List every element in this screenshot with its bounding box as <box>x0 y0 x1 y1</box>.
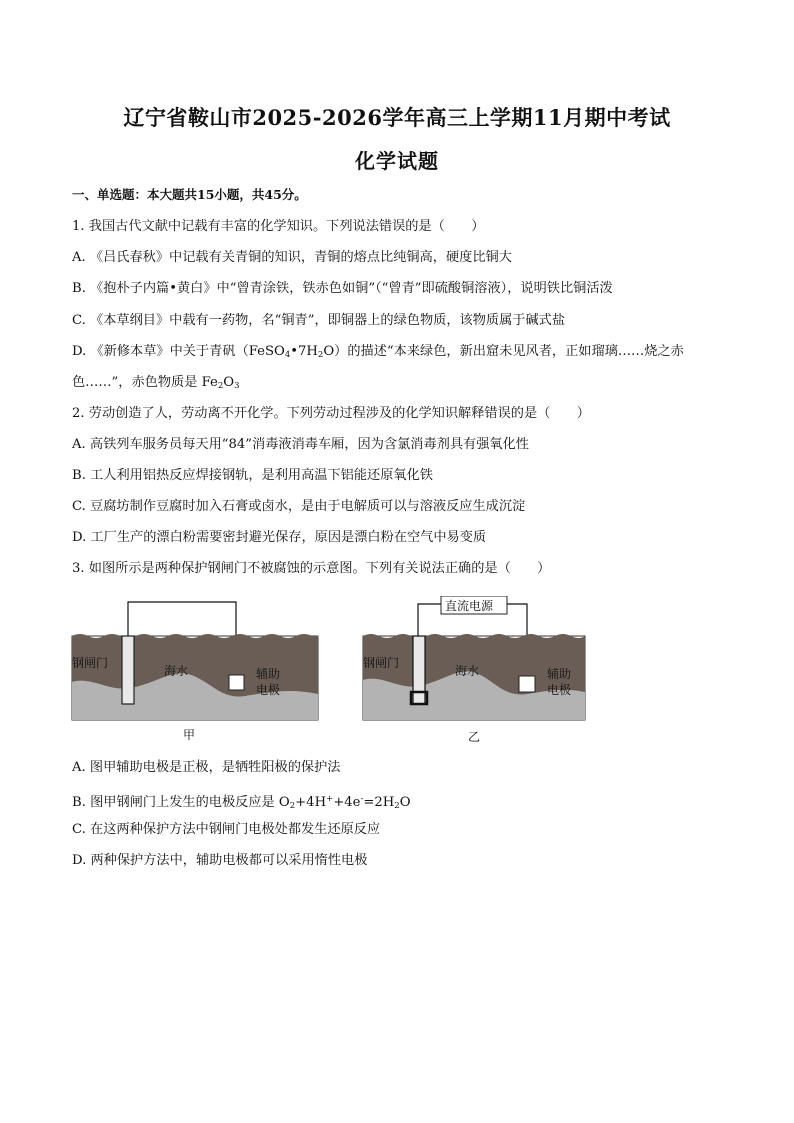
steel-gate <box>122 636 134 704</box>
q1-d-text-4: 色……”，赤色物质是 Fe <box>72 375 218 390</box>
label-gate: 钢闸门 <box>72 656 109 670</box>
q2-option-d: D. 工厂生产的漂白粉需要密封避光保存，原因是漂白粉在空气中易变质 <box>72 530 487 545</box>
q3-b-text-2: +4H <box>295 795 327 810</box>
subscript: 3 <box>234 381 240 391</box>
subscript: 4 <box>284 350 291 360</box>
q1-option-b: B. 《抱朴子内篇•黄白》中“曾青涂铁，铁赤色如铜”（“曾青”即硫酸铜溶液），说明铁比铜活泼 <box>72 281 613 296</box>
label-seawater: 海水 <box>164 664 189 678</box>
page-title: 辽宁省鞍山市2025-2026学年高三上学期11月期中考试 <box>123 105 671 130</box>
subscript: 2 <box>394 801 400 811</box>
subscript: 2 <box>217 381 224 391</box>
q1-d-text-2: •7H <box>290 344 318 359</box>
q2-option-a: A. 高铁列车服务员每天用“84”消毒液消毒车厢，因为含氯消毒剂具有强氧化性 <box>72 437 529 452</box>
q2-stem: 2. 劳动创造了人，劳动离不开化学。下列劳动过程涉及的化学知识解释错误的是（ ） <box>72 406 590 421</box>
q3-b-text-3: +4e <box>333 795 361 810</box>
label-power: 直流电源 <box>445 599 494 613</box>
wire-left <box>418 604 441 636</box>
superscript: - <box>360 794 364 804</box>
label-seawater: 海水 <box>455 664 480 678</box>
q1-d-text-5: O <box>223 375 235 390</box>
q3-stem: 3. 如图所示是两种保护钢闸门不被腐蚀的示意图。下列有关说法正确的是（ ） <box>72 561 551 576</box>
superscript: + <box>326 794 334 804</box>
q2-option-c: C. 豆腐坊制作豆腐时加入石膏或卤水，是由于电解质可以与溶液反应生成沉淀 <box>72 499 526 514</box>
q1-d-text-3: O）的描述“本来绿色，新出窟未见风者，正如瑠璃……烧之赤 <box>323 344 684 359</box>
diagram-yi <box>361 596 591 746</box>
q3-b-text-4: =2H <box>363 795 395 810</box>
page-subtitle: 化学试题 <box>355 149 439 173</box>
diagram-jia <box>70 596 320 746</box>
diagram-jia-svg <box>70 596 320 746</box>
label-aux-2: 电极 <box>256 683 281 697</box>
label-yi: 乙 <box>468 730 481 744</box>
q3-b-text-1: B. 图甲钢闸门上发生的电极反应是 O <box>72 795 290 810</box>
q3-option-a: A. 图甲辅助电极是正极，是牺牲阳极的保护法 <box>72 760 341 775</box>
label-aux-1: 辅助 <box>256 667 281 681</box>
q3-b-text-5: O <box>399 795 411 810</box>
q2-option-b: B. 工人利用铝热反应焊接钢轨，是利用高温下铝能还原氧化铁 <box>72 468 433 483</box>
q3-option-c: C. 在这两种保护方法中钢闸门电极处都发生还原反应 <box>72 822 381 837</box>
q1-stem: 1. 我国古代文献中记载有丰富的化学知识。下列说法错误的是（ ） <box>72 219 485 234</box>
q1-d-text-1: D. 《新修本草》中关于青矾（FeSO <box>72 344 285 359</box>
q1-option-d-cont <box>72 375 240 394</box>
q1-option-d <box>72 344 684 363</box>
q3-option-d: D. 两种保护方法中，辅助电极都可以采用惰性电极 <box>72 853 368 868</box>
steel-gate <box>413 636 425 704</box>
q1-option-c: C. 《本草纲目》中载有一药物，名“铜青”，即铜器上的绿色物质，该物质属于碱式盐 <box>72 313 566 328</box>
label-gate: 钢闸门 <box>363 656 400 670</box>
q3-option-b <box>72 791 411 814</box>
subscript: 2 <box>317 350 324 360</box>
aux-electrode <box>519 676 535 692</box>
label-aux-2: 电极 <box>547 683 572 697</box>
aux-electrode <box>229 675 244 690</box>
label-aux-1: 辅助 <box>547 667 572 681</box>
q1-option-a: A. 《吕氏春秋》中记载有关青铜的知识，青铜的熔点比纯铜高，硬度比铜大 <box>72 250 512 265</box>
subscript: 2 <box>289 801 296 811</box>
label-jia: 甲 <box>183 728 196 742</box>
section-heading: 一、单选题：本大题共15小题，共45分。 <box>72 187 307 202</box>
